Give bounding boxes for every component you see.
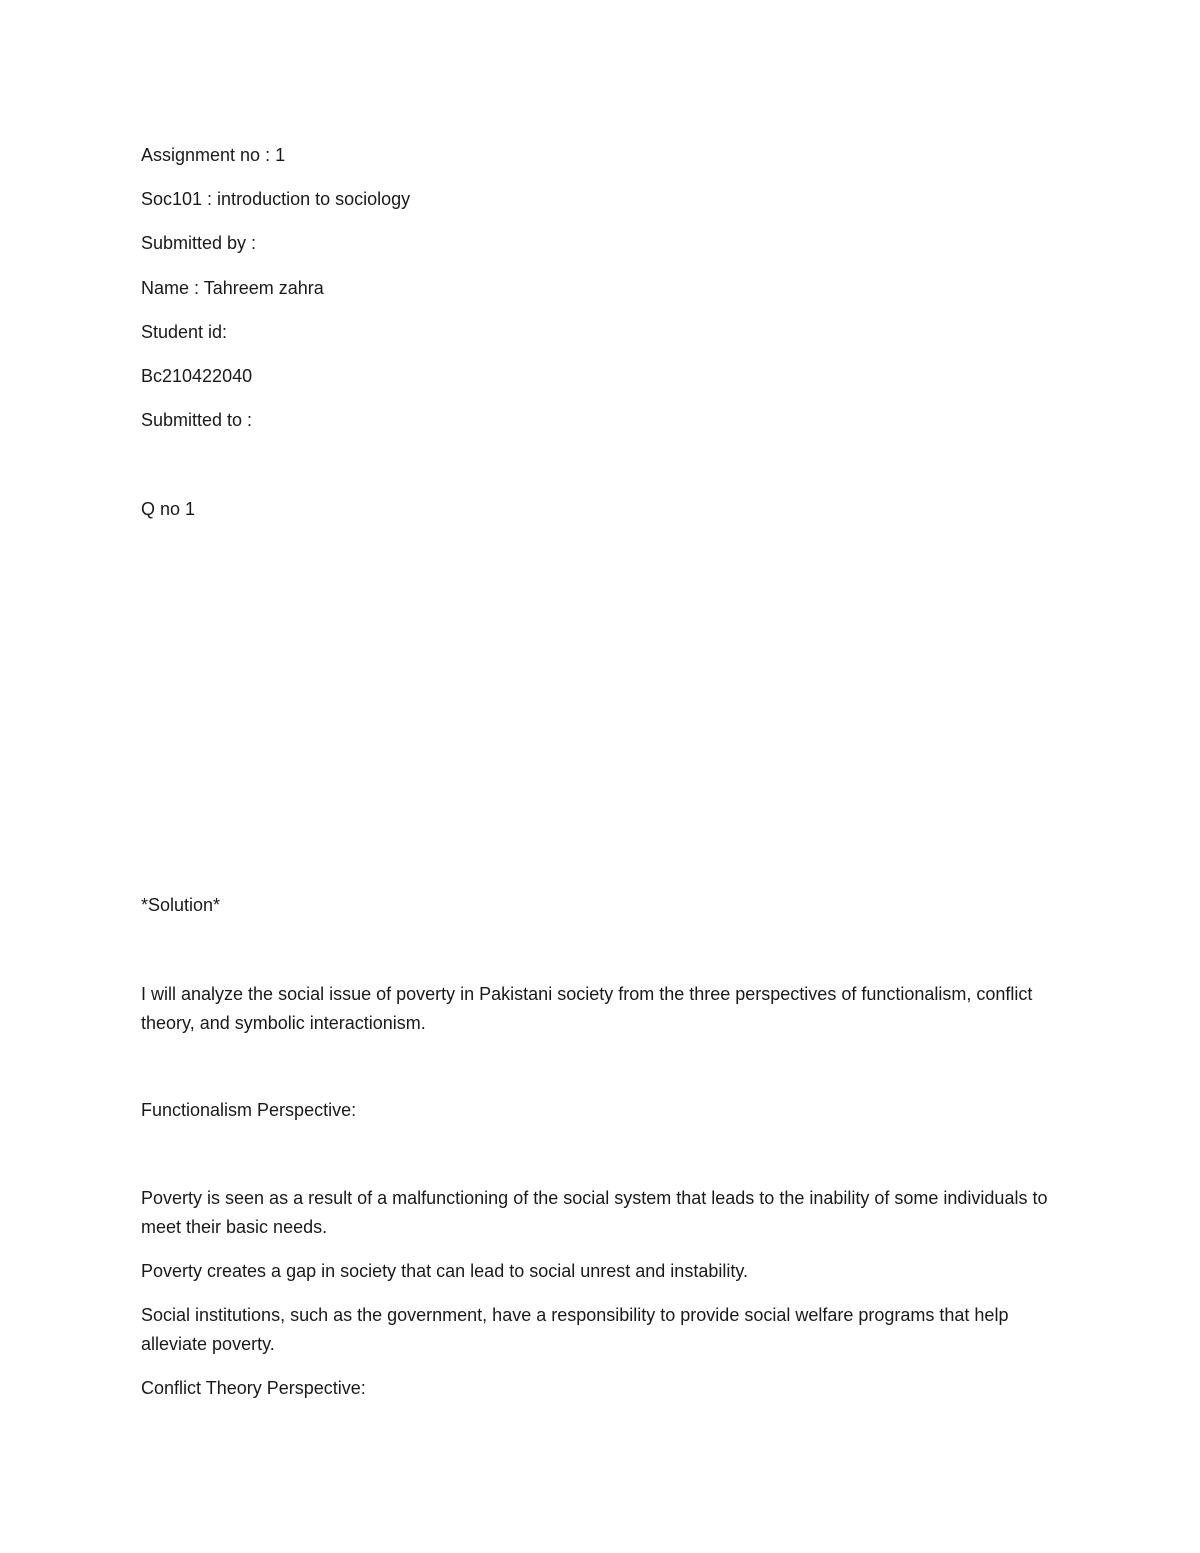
solution-intro: I will analyze the social issue of poverty in Pakistani society from the three perspectives of functionalism, conflict theory, and symbolic interactionism. xyxy=(141,984,1033,1033)
question-label: Q no 1 xyxy=(141,499,196,519)
submitted-by-label: Submitted by : xyxy=(141,233,257,253)
student-id: Bc210422040 xyxy=(141,366,253,386)
course-title: Soc101 : introduction to sociology xyxy=(141,189,411,209)
functionalism-point: Poverty creates a gap in society that can lead to social unrest and instability. xyxy=(141,1261,748,1281)
solution-heading: *Solution* xyxy=(141,895,221,915)
functionalism-point: Poverty is seen as a result of a malfunctioning of the social system that leads to the inability of some individuals to meet their basic needs. xyxy=(141,1188,1048,1237)
submitted-to-label: Submitted to : xyxy=(141,410,253,430)
student-id-label: Student id: xyxy=(141,322,228,342)
assignment-number: Assignment no : 1 xyxy=(141,145,286,165)
functionalism-heading: Functionalism Perspective: xyxy=(141,1100,357,1120)
functionalism-point: Social institutions, such as the government, have a responsibility to provide social welfare programs that help alleviate poverty. xyxy=(141,1305,1009,1354)
student-name: Name : Tahreem zahra xyxy=(141,278,324,298)
conflict-heading: Conflict Theory Perspective: xyxy=(141,1378,366,1398)
